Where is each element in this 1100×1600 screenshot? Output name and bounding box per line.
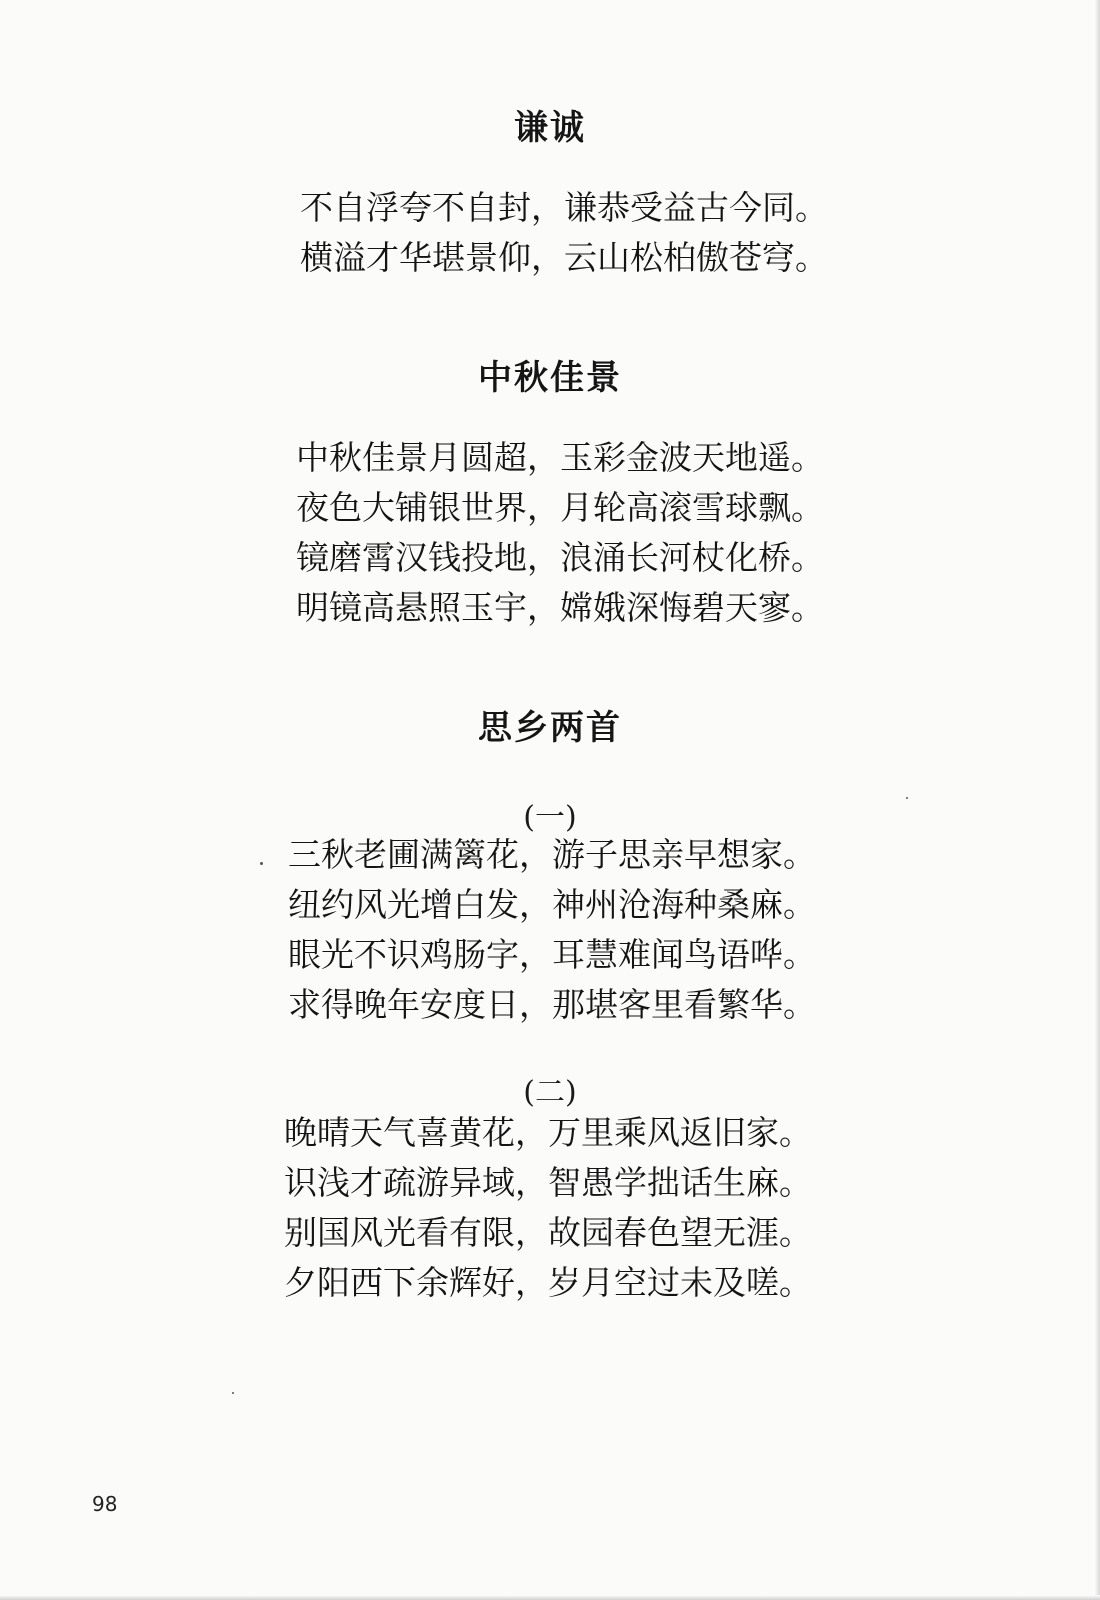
poem-line: 求得晚年安度日，那堪客里看繁华。 [288,985,816,1024]
poem-body-sixiang-1 [288,830,816,1030]
poem-line: 不自浮夸不自封，谦恭受益古今同。 [300,188,828,227]
poem-title-sixiang: 思乡两首 [478,708,622,748]
poem-line: 别国风光看有限，故园春色望无涯。 [284,1213,812,1252]
poem-line: 识浅才疏游异域，智愚学拙话生麻。 [284,1163,812,1202]
poem-title-zhongqiu: 中秋佳景 [478,358,622,398]
poem-body-qiancheng [300,183,828,283]
scan-edge-bottom [0,1595,1100,1600]
poem-body-sixiang-2 [284,1108,812,1308]
poem-line: 晚晴天气喜黄花，万里乘风返旧家。 [284,1113,812,1152]
poem-title-qiancheng: 谦诚 [514,108,586,148]
scan-speck [232,1392,234,1394]
scan-edge-right [1094,0,1100,1600]
scan-speck [906,797,908,799]
poem-part-label-1: (一) [523,800,577,835]
poem-line: 镜磨霄汉钱投地，浪涌长河杖化桥。 [296,538,824,577]
poem-line: 中秋佳景月圆超，玉彩金波天地遥。 [296,438,824,477]
poem-line: 夜色大铺银世界，月轮高滚雪球飘。 [296,488,824,527]
poem-part-label-2: (二) [523,1075,577,1110]
poem-line: 夕阳西下余辉好，岁月空过未及嗟。 [284,1263,812,1302]
poem-line: 明镜高悬照玉宇，嫦娥深悔碧天寥。 [296,588,824,627]
poem-line: 三秋老圃满篱花，游子思亲早想家。 [288,835,816,874]
poem-line: 纽约风光增白发，神州沧海种桑麻。 [288,885,816,924]
poem-body-zhongqiu [296,433,824,633]
scan-speck [260,862,263,865]
poem-line: 横溢才华堪景仰，云山松柏傲苍穹。 [300,238,828,277]
poem-line: 眼光不识鸡肠字，耳慧难闻鸟语哗。 [288,935,816,974]
page-number: 98 [92,1492,118,1516]
